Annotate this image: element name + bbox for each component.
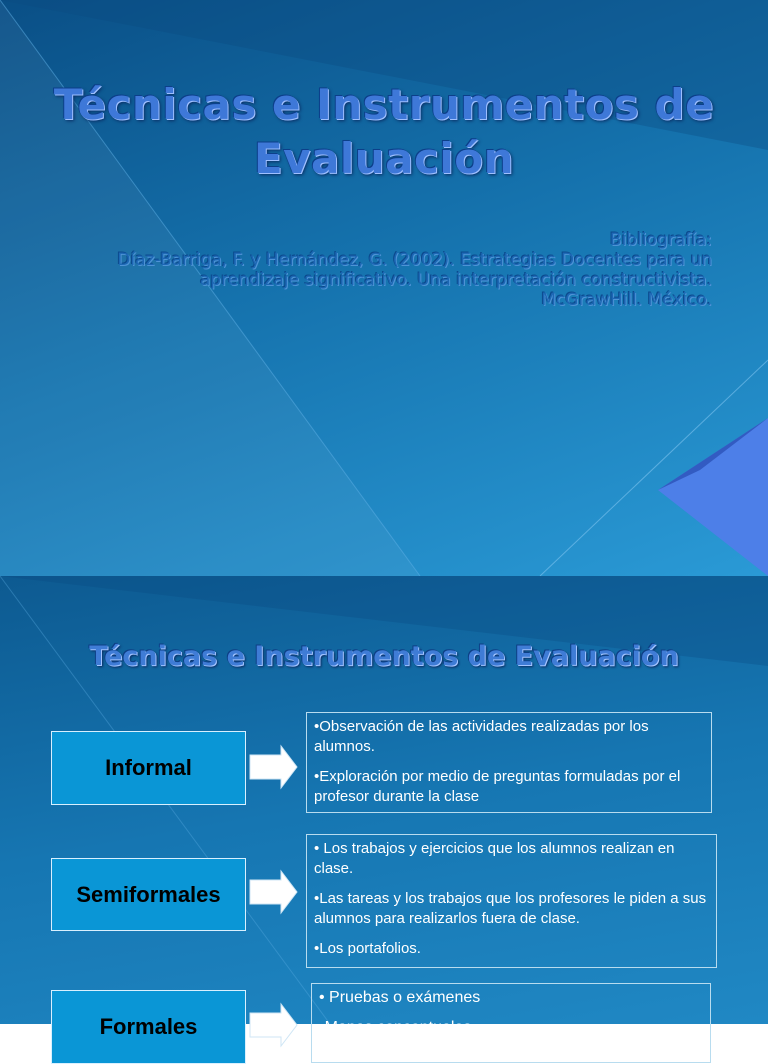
bibliography-line: McGrawHill. México. (541, 290, 712, 310)
bibliography-line: aprendizaje significativo. Una interpretación constructivista. (199, 270, 712, 290)
right-arrow-icon (249, 1003, 299, 1047)
slide1-title-line1: Técnicas e Instrumentos de (53, 80, 715, 129)
category-label: Informal (105, 755, 192, 780)
description-item: •Observación de las actividades realizadas por los alumnos. (314, 718, 649, 755)
right-arrow-icon (249, 745, 299, 789)
description-item: •Mapas conceptuales (319, 1019, 472, 1036)
bibliography-heading: Bibliografía: (609, 230, 712, 250)
description-item: •Las tareas y los trabajos que los profesores le piden a sus alumnos para realizarlos fuera de clase. (314, 890, 707, 927)
description-item: •Los portafolios. (314, 940, 421, 957)
description-item: •Exploración por medio de preguntas formuladas por el profesor durante la clase (314, 768, 681, 805)
slide1-title-line2: Evaluación (253, 134, 515, 183)
category-description-informal (306, 712, 712, 813)
category-formales (51, 990, 246, 1064)
category-description-formales (311, 983, 711, 1063)
category-informal (51, 731, 246, 805)
category-label: Formales (99, 1014, 198, 1039)
content-slide (0, 576, 768, 1039)
category-description-semiformales (306, 834, 717, 968)
slide1-title (40, 78, 728, 186)
corner-accent-shape (658, 418, 768, 576)
description-item: • Los trabajos y ejercicios que los alumnos realizan en clase. (314, 840, 675, 877)
category-semiformales (51, 858, 246, 931)
description-item: • Pruebas o exámenes (319, 989, 481, 1006)
category-label: Semiformales (76, 881, 221, 907)
slide2-title: Técnicas e Instrumentos de Evaluación (89, 641, 679, 672)
bibliography-line: Díaz-Barriga, F. y Hernández, G. (2002). Estrategias Docentes para un (117, 250, 712, 270)
bibliography (52, 230, 712, 310)
right-arrow-icon (249, 870, 299, 914)
